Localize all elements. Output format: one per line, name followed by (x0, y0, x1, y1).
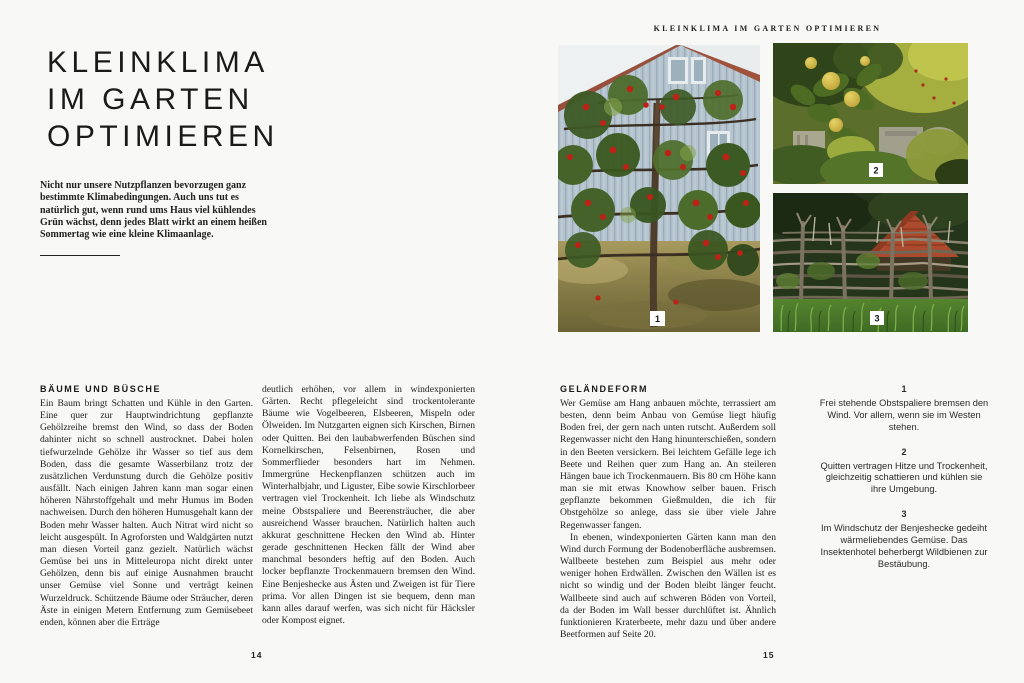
page-title (47, 44, 279, 155)
left-column-1 (40, 384, 253, 629)
figure-number-2: 2 (873, 165, 879, 176)
title-line-3: OPTIMIEREN (47, 120, 279, 153)
left-column-2 (262, 384, 475, 627)
page-number-left: 14 (251, 650, 263, 660)
photo-quince-tree (773, 43, 968, 184)
caption-3-number: 3 (901, 509, 907, 520)
running-head: KLEINKLIMA IM GARTEN OPTIMIEREN (653, 24, 882, 33)
body-text-paragraph-2: In ebenen, windexponierten Gärten kann man den Wind durch Formung der Bodenoberfläche ausbremsen. Wallbeete bestehen zum Beispiel aus mehr oder weniger hohen Erdwällen. Zwischen den Wällen ist es nicht so windig und der Boden bleibt länger feucht. Wallbeete sind auch auf schweren Böden von Vorteil, da der Boden im Wall besser durchlüftet ist. Ähnlich funktionieren Kraterbeete, mehr dazu und über andere Beetformen auf Seite 20. (560, 531, 776, 640)
section-heading-gelaendeform: GELÄNDEFORM (560, 384, 649, 394)
figure-number-badge (650, 311, 665, 326)
body-text-column-2: deutlich erhöhen, vor allem in windexponierten Gärten. Recht pflegeleicht sind trockentolerante Bäume wie Vogelbeeren, Elsbeeren, Mispeln oder Ölweiden. Im Nutzgarten eignen sich Kirschen, Birnen oder Quitten. Bei den laubabwerfenden Büschen sind Kornelkirschen, Felsenbirnen, Rosen und Sommerflieder besonders hart im Nehmen. Immergrüne Heckenpflanzen schützen auch im Winterhalbjahr, und Liguster, Eibe sowie Kirschlorbeer vertragen viel Trockenheit. Ich liebe als Windschutz meine Obstspaliere und Beerensträucher, die aber ausreichend Wasser brauchen. Natürlich halten auch akkurat geschnittene Hecken den Wind ab. Hinter gerade geschnittenen Hecken fällt der Wind aber manchmal besonders heftig auf den Boden. Auch locker bepflanzte Trockenmauern bremsen den Wind. Eine Benjeshecke aus Ästen und Zweigen ist für Tiere prima. Vor allen Dingen ist sie bequem, denn man kann alles darauf werfen, was sich nicht für Häcksler oder Kompost eignet. (262, 384, 475, 626)
section-heading-baeume: BÄUME UND BÜSCHE (40, 384, 162, 394)
body-text-paragraph-1: Wer Gemüse am Hang anbauen möchte, terrassiert am besten, denn beim Anbau von Gemüse liegt häufig Boden frei, der gern nach unten rutscht. Außerdem soll Regenwasser nicht den Hang hinunterschießen, sondern in den Beeten versickern. Bei leichtem Gefälle lege ich Beete und Reihen quer zum Hang an. An steileren Hängen baue ich Trockenmauern. Bis 80 cm Höhe kann man sie mit etwas Knowhow selber bauen. Frisch gepflanzte bekommen Gießmulden, die ich für Obstgehölze so anlege, dass sie über viele Jahre Regenwasser fangen. (560, 398, 776, 531)
caption-1-number: 1 (901, 384, 907, 394)
caption-2-number: 2 (901, 446, 907, 457)
title-line-2: IM GARTEN (47, 83, 254, 116)
caption-2-text: Quitten vertragen Hitze und Trockenheit, gleichzeitig schattieren und kühlen sie ihre Umgebung. (820, 460, 988, 495)
figure-number-badge (870, 311, 884, 325)
figure-number-3: 3 (874, 313, 880, 324)
divider-rule (40, 255, 120, 256)
figure-number-1: 1 (654, 314, 661, 324)
caption-column (818, 384, 990, 584)
figure-number-badge (869, 163, 883, 177)
page-number-right: 15 (763, 650, 775, 660)
right-column (560, 384, 776, 641)
photo-apple-espalier-house (558, 45, 760, 332)
caption-3 (818, 509, 990, 571)
body-text-column-1: Ein Baum bringt Schatten und Kühle in den Garten. Eine quer zur Hauptwindrichtung gepflanzte Gehölzreihe bremst den Wind, so dass der Boden dahinter nicht so schnell austrocknet. Dabei holen tiefwurzelnde Gehölze ihr Wasser so tief aus dem Boden, dass die gesamte Wasserbilanz trotz der zusätzlichen Verdunstung durch die Gehölze positiv ausfällt. Nach einigen Jahren kann man sogar einen höheren Nährstoffgehalt und mehr Humus im Boden nachweisen. Durch den höheren Humusgehalt kann der Boden mehr Wasser halten. Auch Nitrat wird nicht so leicht ausgespült. In Agroforsten und Waldgärten nutzt man diesen Vorteil ganz gezielt. Natürlich wächst Gemüse bei uns in Mitteleuropa nicht direkt unter Gehölzen, denn bis auf einige Ausnahmen braucht unser Gemüse viel Sonne und verträgt keinen Wurzeldruck. Schützende Bäume oder Sträucher, deren Äste in einigen Metern Entfernung zum Gemüsebeet enden, können aber die Erträge (40, 398, 253, 628)
photo-benjes-hedge (773, 193, 968, 332)
caption-1 (818, 384, 990, 434)
title-line-1: KLEINKLIMA (47, 46, 269, 79)
caption-2 (818, 447, 990, 497)
caption-3-text: Im Windschutz der Benjeshecke gedeiht wärmeliebendes Gemüse. Das Insektenhotel beherbergt Wildbienen zur Bestäubung. (820, 523, 988, 569)
intro-paragraph: Nicht nur unsere Nutzpflanzen bevorzugen ganz bestimmte Klimabedingungen. Auch uns tut es natürlich gut, wenn rund ums Haus viel kühlendes Grün wächst, denn jedes Blatt wirkt an einem heißen Sommertag wie eine kleine Klimaanlage. (40, 180, 267, 241)
caption-1-text: Frei stehende Obstspaliere bremsen den Wind. Vor allem, wenn sie im Westen stehen. (819, 397, 989, 432)
